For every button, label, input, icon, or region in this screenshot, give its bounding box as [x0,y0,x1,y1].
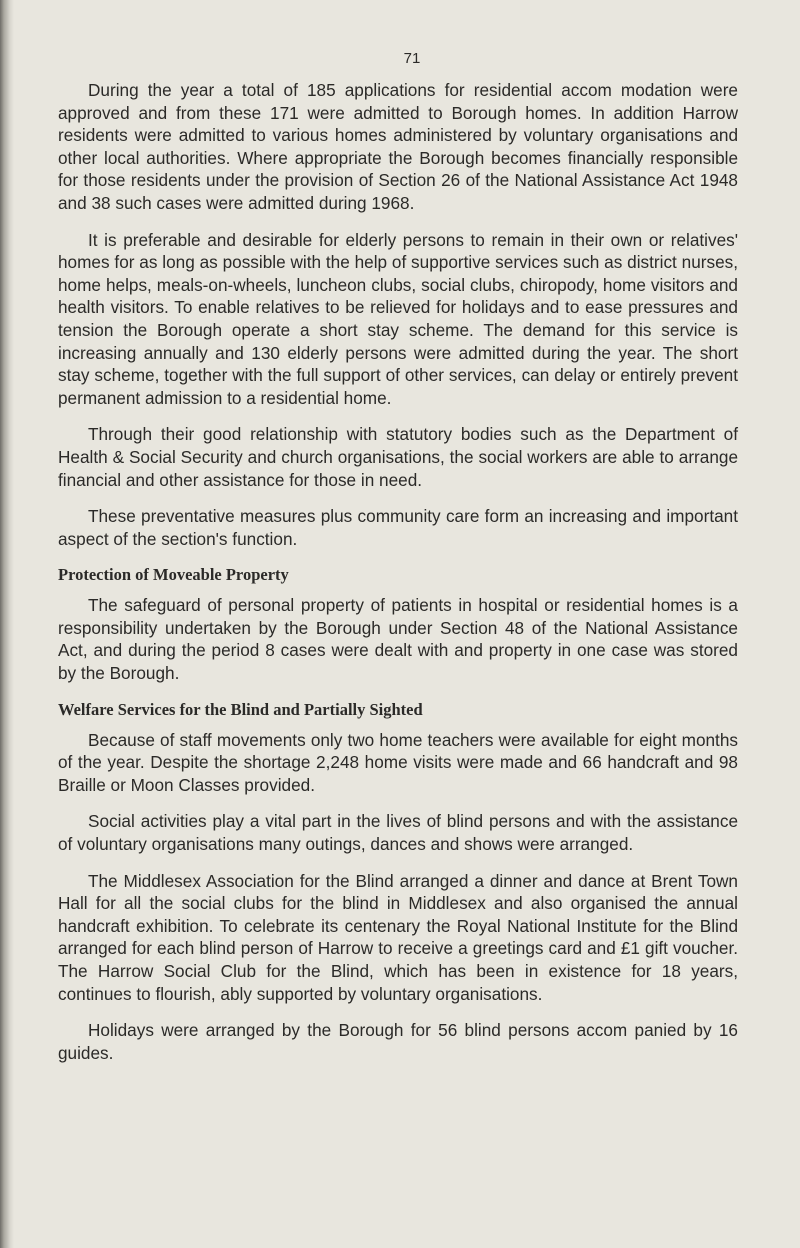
paragraph-social-activities: Social activities play a vital part in the lives of blind persons and with the assistance of voluntary organisations many outings, dances and shows were arranged. [58,811,738,855]
paragraph-supportive-services: It is preferable and desirable for elderly persons to remain in their own or relatives' homes for as long as possible with the help of supportive services such as district nurses, home helps, meals-on-wheels, luncheon clubs, social clubs, chiropody, home visitors and health visitors. To enable relatives to be relieved for holidays and to ease pressures and tension the Borough operate a short stay scheme. The demand for this service is increasing annually and 130 elderly persons were admitted during the year. The short stay scheme, together with the full support of other services, can delay or entirely prevent permanent admission to a residential home. [58,229,738,408]
page-binding-edge [0,0,14,1248]
heading-moveable-property: Protection of Moveable Property [58,565,289,585]
paragraph-statutory-bodies: Through their good relationship with statutory bodies such as the Department of Health & Social Security and church organisations, the social workers are able to arrange financial and other assistance for those in need. [58,424,738,490]
paragraph-holidays: Holidays were arranged by the Borough for 56 blind persons accom panied by 16 guides. [58,1020,738,1063]
paragraph-preventative-measures: These preventative measures plus community care form an increasing and important aspect of the section's function. [58,506,738,549]
heading-blind-welfare: Welfare Services for the Blind and Partially Sighted [58,699,423,719]
paragraph-residential-admissions: During the year a total of 185 applications for residential accom modation were approved and from these 171 were admitted to Borough homes. In addition Harrow residents were admitted to various homes administered by voluntary organisations and other local authorities. Where appropriate the Borough becomes financially responsible for those residents under the provision of Section 26 of the National Assistance Act 1948 and 38 such cases were admitted during 1968. [58,80,738,213]
page-content [58,50,738,1078]
paragraph-home-teachers: Because of staff movements only two home teachers were available for eight months of the year. Despite the shortage 2,248 home visits were made and 66 handcraft and 98 Braille or Moon Classes provided. [58,729,738,795]
page-number: 71 [403,50,421,67]
paragraph-moveable-property: The safeguard of personal property of patients in hospital or residential homes is a responsibility undertaken by the Borough under Section 48 of the National Assistance Act, and during the period 8 cases were dealt with and property in one case was stored by the Borough. [58,595,738,684]
paragraph-middlesex-association: The Middlesex Association for the Blind arranged a dinner and dance at Brent Town Hall for all the social clubs for the blind in Middlesex and also organised the annual handcraft exhibition. To celebrate its centenary the Royal National Institute for the Blind arranged for each blind person of Harrow to receive a greetings card and £1 gift voucher. The Harrow Social Club for the Blind, which has been in existence for 18 years, continues to flourish, ably supported by voluntary organisations. [58,870,738,1004]
